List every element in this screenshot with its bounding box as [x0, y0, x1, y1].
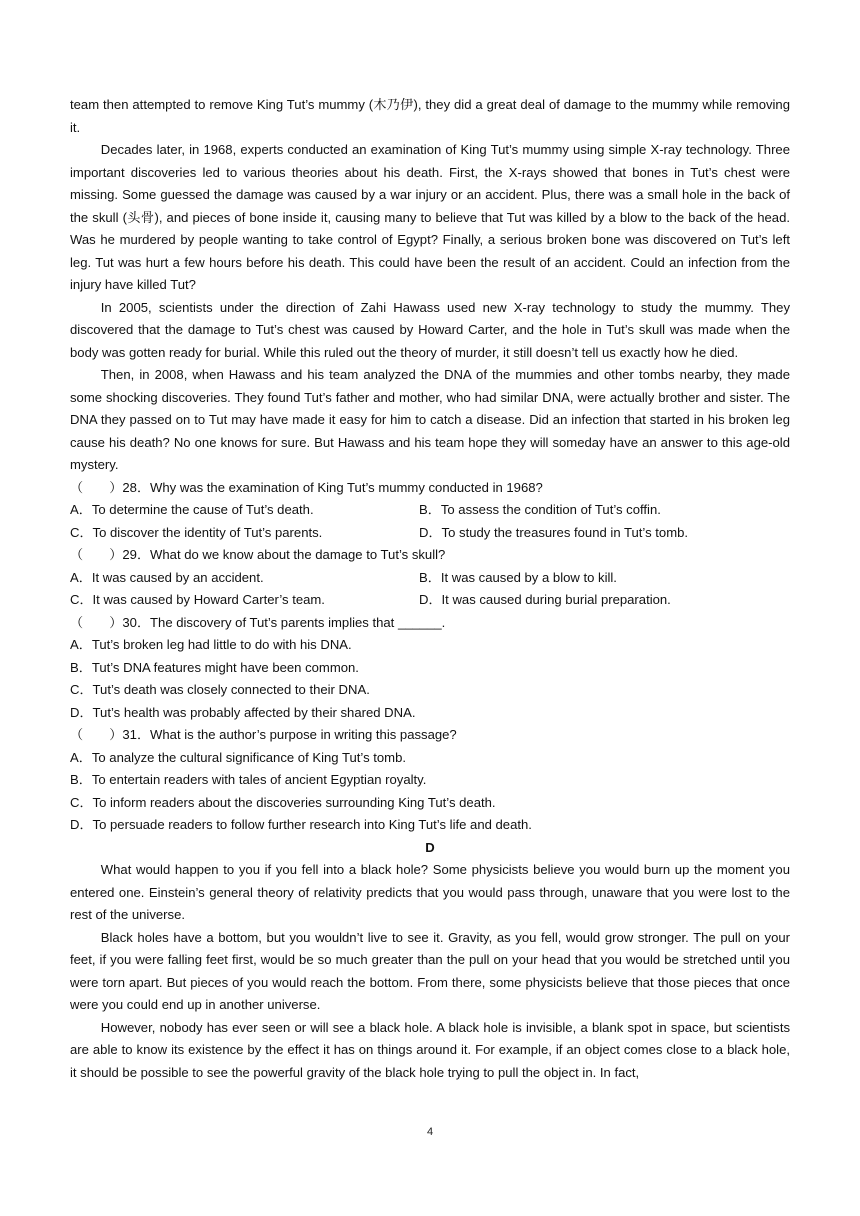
question-29-option-b: B．It was caused by a blow to kill. — [419, 569, 617, 585]
question-29 — [70, 544, 790, 612]
question-28-option-a: A．To determine the cause of Tut’s death. — [70, 502, 314, 517]
question-30-stem: （ ）30．The discovery of Tut’s parents implies that ______. — [70, 614, 446, 630]
question-30-option-d: D．Tut’s health was probably affected by their shared DNA. — [70, 704, 416, 720]
passage-d-paragraph-2: Black holes have a bottom, but you wouldn’t live to see it. Gravity, as you fell, would grow stronger. The pull on your feet, if you were falling feet first, would be so much greater than the pull on your head that you would be stretched until you were torn apart. But pieces of you would reach the bottom. From there, some physicists believe that those pieces that once were you could end up in another universe. — [70, 929, 790, 1012]
question-29-option-a: A．It was caused by an accident. — [70, 569, 264, 585]
question-29-stem: （ ）29．What do we know about the damage to Tut’s skull? — [70, 547, 446, 562]
question-28-option-c: C．To discover the identity of Tut’s parents. — [70, 524, 323, 540]
passage-c-paragraph-2: In 2005, scientists under the direction of Zahi Hawass used new X-ray technology to study the mummy. They discovered that the damage to Tut’s chest was caused by Howard Carter, and the hole in Tut’s skull was made when the body was gotten ready for burial. While this ruled out the theory of murder, it still doesn’t tell us exactly how he died. — [70, 299, 790, 360]
passage-c-paragraph-3: Then, in 2008, when Hawass and his team analyzed the DNA of the mummies and other tombs nearby, they made some shocking discoveries. They found Tut’s father and mother, who had similar DNA, were actually brother and sister. The DNA they passed on to Tut may have made it easy for him to catch a disease. Did an infection that started in his broken leg cause his death? No one knows for sure. But Hawass and his team hope they will someday have an answer to this age-old mystery. — [70, 367, 790, 472]
question-28-stem: （ ）28．Why was the examination of King Tut’s mummy conducted in 1968? — [70, 479, 543, 495]
question-31-stem: （ ）31．What is the author’s purpose in writing this passage? — [70, 727, 457, 742]
question-29-options-row-2 — [70, 589, 790, 612]
question-30-option-c: C．Tut’s death was closely connected to their DNA. — [70, 682, 370, 697]
question-31-option-b: B．To entertain readers with tales of ancient Egyptian royalty. — [70, 772, 427, 787]
question-28-options-row-1 — [70, 499, 790, 522]
passage-c-paragraph-1: Decades later, in 1968, experts conducted an examination of King Tut’s mummy using simple X-ray technology. Three important discoveries led to various theories about his death. First, the X-rays showed that bones in Tut’s chest were missing. Some guessed the damage was caused by a war injury or an accident. Plus, there was a small hole in the back of the skull (头骨), and pieces of bone inside it, causing many to believe that Tut was killed by a blow to the back of the head. Was he murdered by people wanting to take control of Egypt? Finally, a serious broken bone was discovered on Tut’s left leg. Tut was hurt a few hours before his death. This could have been the result of an accident. Could an infection from the injury have killed Tut? — [70, 142, 790, 292]
passage-d-paragraph-3: However, nobody has ever seen or will see a black hole. A black hole is invisible, a blank spot in space, but scientists are able to know its existence by the effect it has on things around it. For example, if an object comes close to a black hole, it should be possible to see the powerful gravity of the black hole trying to pull the object in. In fact, — [70, 1019, 790, 1080]
question-28 — [70, 477, 790, 545]
question-28-options-row-2 — [70, 522, 790, 545]
question-31 — [70, 724, 790, 837]
passage-c-paragraph-0: team then attempted to remove King Tut’s mummy (木乃伊), they did a great deal of damage to the mummy while removing it. — [70, 97, 790, 135]
question-29-options-row-1 — [70, 567, 790, 590]
question-29-option-d: D．It was caused during burial preparation. — [419, 592, 671, 607]
question-28-option-d: D．To study the treasures found in Tut’s tomb. — [419, 524, 689, 540]
passage-d-paragraph-1: What would happen to you if you fell into a black hole? Some physicists believe you would burn up the moment you entered one. Einstein’s general theory of relativity predicts that you would pass through, unaware that you were lost to the rest of the universe. — [70, 862, 790, 922]
question-30-option-a: A．Tut’s broken leg had little to do with his DNA. — [70, 637, 352, 652]
question-30 — [70, 612, 790, 725]
question-29-option-c: C．It was caused by Howard Carter’s team. — [70, 592, 325, 607]
passage-d-heading: D — [425, 839, 435, 855]
question-31-option-c: C．To inform readers about the discoveries surrounding King Tut’s death. — [70, 794, 496, 810]
question-30-option-b: B．Tut’s DNA features might have been common. — [70, 659, 359, 675]
question-31-option-d: D．To persuade readers to follow further research into King Tut’s life and death. — [70, 817, 532, 832]
document-page — [70, 94, 790, 1084]
page-number: 4 — [426, 1126, 434, 1138]
question-28-option-b: B．To assess the condition of Tut’s coffin. — [419, 502, 661, 517]
question-31-option-a: A．To analyze the cultural significance of King Tut’s tomb. — [70, 749, 407, 765]
